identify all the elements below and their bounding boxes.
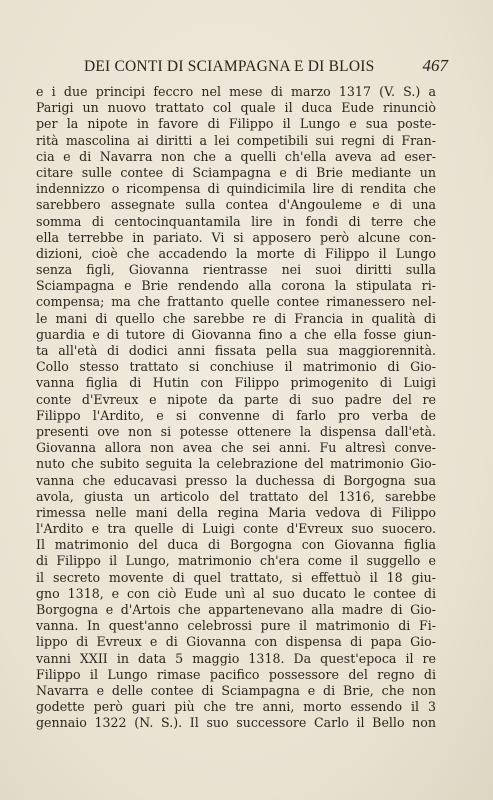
text-line: godette però guari più che tre anni, morto essendo il 3 [36,699,436,715]
text-line: senza figli, Giovanna rientrasse nei suoi diritti sulla [36,262,436,278]
text-line: Filippo l'Ardito, e si convenne di farlo pro verba de [36,407,436,423]
text-line: dizioni, cioè che accadendo la morte di Filippo il Lungo [36,245,436,261]
text-line: rimessa nelle mani della regina Maria vedova di Filippo [36,504,436,520]
page-header [40,58,448,80]
text-line: rità mascolina ai diritti a lei competibili sui regni di Fran- [36,132,436,148]
text-line: vanna figlia di Hutin con Filippo primogenito di Luigi [36,375,436,391]
text-line: ta all'età di dodici anni fissata pella sua maggiorennità. [36,343,436,358]
text-line: gennaio 1322 (N. S.). Il suo successore Carlo il Bello non [36,715,436,731]
text-line: cia e di Navarra non che a quelli ch'ella aveva ad eser- [36,148,436,164]
text-line: citare sulle contee di Sciampagna e di Brie mediante un [36,164,436,180]
text-line: Collo stesso trattato si conchiuse il matrimonio di Gio- [36,359,436,375]
text-line: gno 1318, e con ciò Eude unì al suo ducato le contee di [36,585,436,601]
text-line: il secreto movente di quel trattato, si effettuò il 18 giu- [36,569,436,585]
text-line: avola, giusta un articolo del trattato del 1316, sarebbe [36,488,436,504]
text-line: le mani di quello che sarebbe re di Francia in qualità di [36,310,436,326]
text-line: per la nipote in favore di Filippo il Lungo e sua poste- [36,116,436,132]
text-line: di Filippo il Lungo, matrimonio ch'era come il suggello e [36,553,436,569]
text-line: presenti ove non si potesse ottenere la dispensa dall'età. [36,423,436,439]
text-line: ella terrebbe in pariato. Vi si apposero però alcune con- [36,229,436,245]
text-line: Giovanna allora non avea che sei anni. Fu altresì conve- [36,440,436,456]
page-number: 467 [422,56,448,75]
text-line: somma di centocinquantamila lire in fondi di terre che [36,213,436,229]
running-head: DEI CONTI DI SCIAMPAGNA E DI BLOIS [84,58,375,75]
text-line: vanna che educavasi presso la duchessa di Borgogna sua [36,472,436,488]
text-line: compensa; ma che frattanto quelle contee rimanessero nel- [36,294,436,310]
text-line: sarebbero assegnate sulla contea d'Angouleme e di una [36,197,436,213]
text-line: vanna. In quest'anno celebrossi pure il matrimonio di Fi- [36,618,436,634]
text-line: Parigi un nuovo trattato col quale il duca Eude rinunciò [36,100,436,116]
text-line: Filippo il Lungo rimase pacifico possessore del regno di [36,666,436,682]
body-text [36,84,436,732]
text-line: e i due principi feccro nel mese di marzo 1317 (V. S.) a [36,84,436,99]
text-line: Navarra e delle contee di Sciampagna e di Brie, che non [36,682,436,698]
text-line: conte d'Evreux e nipote da parte di suo padre del re [36,391,436,407]
text-line: nuto che subito seguita la celebrazione del matrimonio Gio- [36,456,436,472]
text-line: Borgogna e d'Artois che appartenevano alla madre di Gio- [36,602,436,617]
text-line: Sciampagna e Brie rendendo alla corona la stipulata ri- [36,278,436,294]
text-line: indennizzo o ricompensa di quindicimila lire di rendita che [36,181,436,197]
text-line: l'Ardito e tra quelle di Luigi conte d'Evreux suo suocero. [36,521,436,537]
text-line: vanni XXII in data 5 maggio 1318. Da quest'epoca il re [36,650,436,666]
text-line: Il matrimonio del duca di Borgogna con Giovanna figlia [36,537,436,553]
text-line: guardia e di tutore di Giovanna fino a che ella fosse giun- [36,326,436,342]
text-line: lippo di Evreux e di Giovanna con dispensa di papa Gio- [36,634,436,650]
